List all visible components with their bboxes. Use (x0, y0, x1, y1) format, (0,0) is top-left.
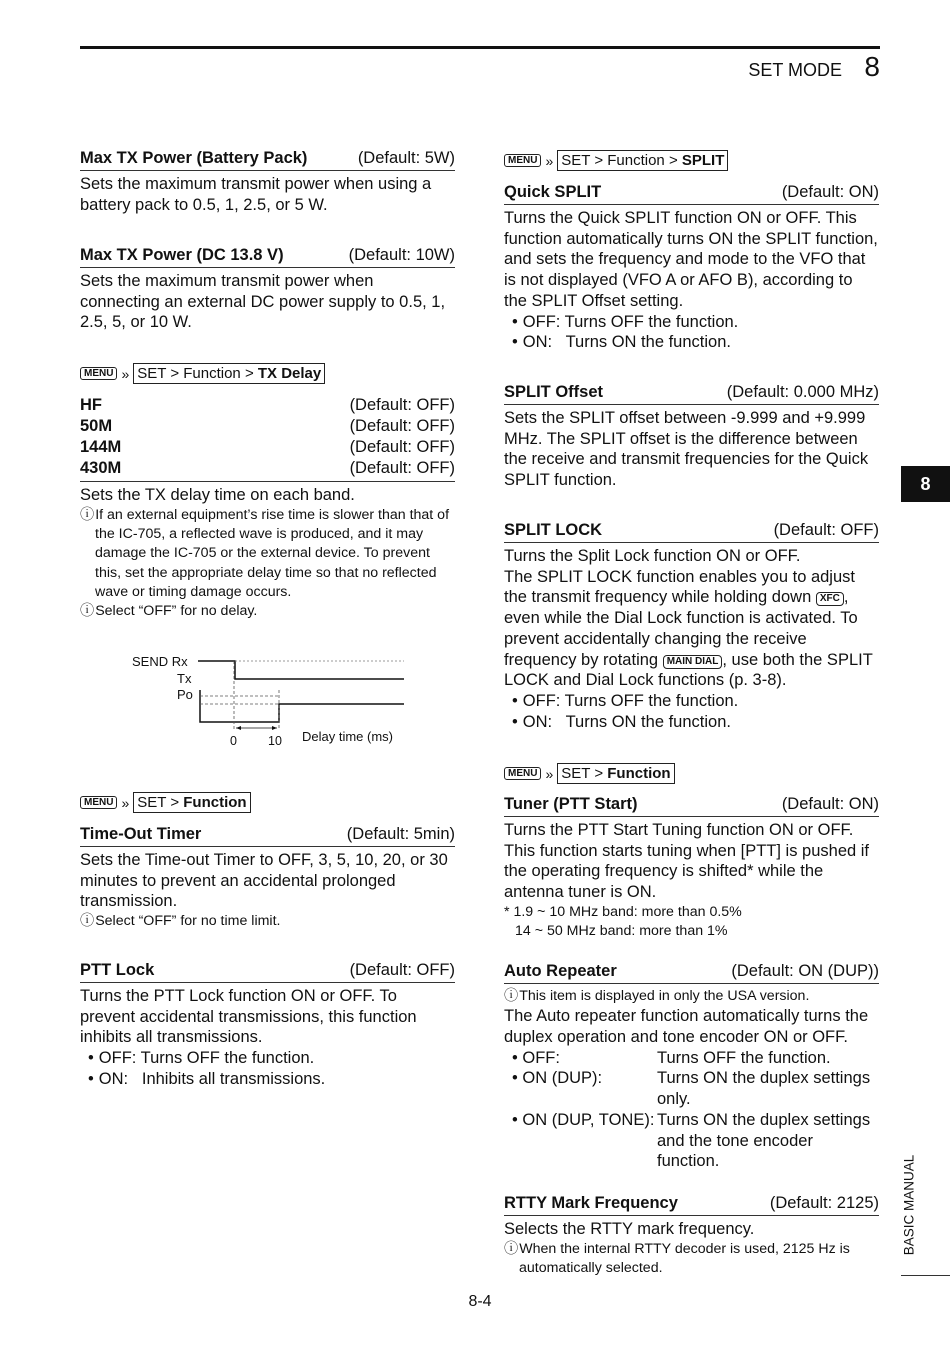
menu-path: SET > Function > TX Delay (133, 363, 325, 384)
max-tx-battery-section (80, 148, 455, 215)
max-tx-dc-section (80, 245, 455, 333)
setting-description: Sets the maximum transmit power when using a battery pack to 0.5, 1, 2.5, or 5 W. (80, 175, 432, 214)
header-rule (80, 46, 880, 49)
section-header (504, 182, 879, 205)
option-on-dup-tone: • ON (DUP, TONE): Turns ON the duplex settings and the tone encoder function. (512, 1110, 871, 1171)
section-header (80, 960, 455, 983)
setting-title: RTTY Mark Frequency (504, 1194, 678, 1212)
setting-title: Tuner (PTT Start) (504, 795, 638, 813)
band-row-hf: HF (Default: OFF) (80, 396, 455, 414)
menu-path-tx-delay (80, 363, 325, 387)
info-note: ⓘWhen the internal RTTY decoder is used, 2125 Hz is automatically selected. (504, 1240, 850, 1276)
setting-title: Max TX Power (DC 13.8 V) (80, 246, 284, 264)
main-dial-key-icon: MAIN DIAL (663, 655, 723, 669)
section-title: SET MODE (748, 60, 842, 80)
tx-delay-section (80, 396, 455, 621)
tx-label: Tx (177, 671, 192, 686)
po-label: Po (177, 687, 193, 702)
setting-description: Turns the Quick SPLIT function ON or OFF. This function automatically turns ON the SPLIT function, and sets the frequency and mode to the VFO that is not displayed (VFO A or AFO B), according to the SPLIT Offset setting. (504, 209, 878, 310)
section-header (80, 245, 455, 268)
menu-path-function-right (504, 763, 675, 787)
info-note: ⓘIf an external equipment’s rise time is slower than that of the IC-705, a reflected wave is produced, and it may damage the IC-705 or the external device. To prevent this, set the appropriate delay time so that no reflected wave or timing damage occurs. (80, 506, 450, 600)
menu-key-icon: MENU (80, 367, 117, 380)
option-off: • OFF: Turns OFF the function. (512, 691, 739, 710)
info-icon: ⓘ (80, 603, 95, 620)
info-icon: ⓘ (80, 913, 95, 930)
setting-title: PTT Lock (80, 961, 155, 979)
chevron-icon: » (545, 765, 554, 782)
option-off: • OFF: Turns OFF the function. (512, 312, 739, 331)
setting-description-2: The SPLIT LOCK function enables you to adjust the transmit frequency while holding down XFC , even while the Dial Lock function is activated. To prevent accidentally changing the receive frequency by rotating MAIN DIAL , use both the SPLIT LOCK and Dial Lock functions (p. 3-8). (504, 567, 873, 690)
arrow-left-icon (236, 726, 241, 730)
setting-title: Time-Out Timer (80, 825, 202, 843)
tx-delay-timing-diagram (120, 650, 460, 750)
section-header (80, 148, 455, 171)
setting-description: The Auto repeater function automatically turns the duplex operation and tone encoder ON or OFF. (504, 1007, 869, 1046)
tick-10: 10 (268, 734, 282, 748)
setting-description: Sets the Time-out Timer to OFF, 3, 5, 10, 20, or 30 minutes to prevent an accidental prolonged transmission. (80, 851, 448, 911)
info-icon: ⓘ (80, 506, 95, 523)
menu-path: SET > Function (557, 763, 674, 784)
setting-default: (Default: ON (DUP)) (731, 962, 879, 980)
option-on: • ON: Turns ON the function. (512, 712, 731, 731)
setting-description: Turns the PTT Start Tuning function ON or OFF. This function starts tuning when [PTT] is pushed if the operating frequency is shifted* while the antenna tuner is ON. (504, 821, 870, 902)
menu-path: SET > Function (133, 792, 250, 813)
split-lock-section (504, 520, 879, 732)
ptt-lock-section (80, 960, 455, 1090)
info-icon: ⓘ (504, 1240, 519, 1257)
option-off: • OFF: Turns OFF the function. (512, 1048, 831, 1067)
setting-default: (Default: 10W) (348, 246, 455, 264)
option-on-dup: • ON (DUP): Turns ON the duplex settings only. (512, 1069, 871, 1109)
setting-default: (Default: 5min) (346, 825, 455, 843)
setting-description: Sets the maximum transmit power when connecting an external DC power supply to 0.5, 1, 2.5, 5, or 10 W. (80, 272, 446, 332)
rtty-mark-frequency-section (504, 1193, 879, 1278)
chapter-tab: 8 (901, 466, 950, 502)
menu-key-icon: MENU (504, 154, 541, 167)
setting-description: Turns the PTT Lock function ON or OFF. To prevent accidental transmissions, this function inhibits all transmissions. (80, 987, 417, 1047)
footnote: * 1.9 ~ 10 MHz band: more than 0.5% (504, 903, 742, 920)
option-off: • OFF: Turns OFF the function. (88, 1049, 315, 1068)
split-offset-section (504, 382, 879, 491)
setting-title: SPLIT Offset (504, 383, 604, 401)
setting-default: (Default: ON) (781, 795, 879, 813)
info-note: ⓘSelect “OFF” for no time limit. (80, 913, 281, 930)
menu-key-icon: MENU (504, 767, 541, 780)
setting-default: (Default: 0.000 MHz) (726, 383, 879, 401)
band-row-50m: 50M (Default: OFF) (80, 417, 455, 435)
setting-default: (Default: OFF) (773, 521, 879, 539)
send-label: SEND Rx (132, 654, 188, 669)
option-on: • ON: Inhibits all transmissions. (88, 1069, 326, 1088)
setting-description: Sets the SPLIT offset between -9.999 and +9.999 MHz. The SPLIT offset is the difference between the receive and transmit frequencies for the Quick SPLIT function. (504, 409, 869, 490)
menu-path-function (80, 792, 251, 816)
tick-0: 0 (230, 734, 237, 748)
po-waveform (200, 690, 404, 722)
setting-default: (Default: ON) (781, 183, 879, 201)
auto-repeater-section (504, 961, 879, 1172)
setting-description: Sets the TX delay time on each band. (80, 486, 355, 504)
setting-default: (Default: 5W) (357, 149, 455, 167)
footnote: 14 ~ 50 MHz band: more than 1% (515, 923, 728, 940)
menu-path: SET > Function > SPLIT (557, 150, 728, 171)
band-row-430m: 430M (Default: OFF) (80, 459, 455, 482)
setting-title: Auto Repeater (504, 962, 617, 980)
section-header (504, 520, 879, 543)
setting-title: Quick SPLIT (504, 183, 602, 201)
setting-default: (Default: OFF) (349, 961, 455, 979)
send-waveform (198, 661, 404, 679)
setting-title: Max TX Power (Battery Pack) (80, 149, 308, 167)
delay-axis-label: Delay time (ms) (302, 729, 394, 744)
section-header (504, 794, 879, 817)
xfc-key-icon: XFC (816, 592, 844, 606)
info-icon: ⓘ (504, 988, 519, 1004)
tuner-ptt-start-section (504, 794, 879, 941)
side-rule (901, 1275, 950, 1276)
page-number: 8-4 (468, 1293, 492, 1310)
side-label: BASIC MANUAL (901, 1154, 917, 1256)
band-row-144m: 144M (Default: OFF) (80, 438, 455, 456)
info-note: ⓘSelect “OFF” for no delay. (80, 603, 258, 620)
setting-default: (Default: 2125) (769, 1194, 879, 1212)
menu-path-split (504, 150, 728, 174)
time-out-timer-section (80, 824, 455, 931)
setting-title: SPLIT LOCK (504, 521, 603, 539)
section-header (504, 382, 879, 405)
section-header (504, 961, 879, 984)
option-on: • ON: Turns ON the function. (512, 333, 731, 352)
section-header (80, 824, 455, 847)
arrow-right-icon (272, 726, 277, 730)
chevron-icon: » (121, 365, 130, 382)
setting-description: Turns the Split Lock function ON or OFF. (504, 547, 801, 565)
chapter-number: 8 (864, 51, 880, 82)
menu-key-icon: MENU (80, 796, 117, 809)
section-header (504, 1193, 879, 1216)
info-note: ⓘThis item is displayed in only the USA version. (504, 988, 810, 1004)
chevron-icon: » (545, 152, 554, 169)
quick-split-section (504, 182, 879, 353)
chevron-icon: » (121, 794, 130, 811)
setting-description: Selects the RTTY mark frequency. (504, 1220, 755, 1238)
